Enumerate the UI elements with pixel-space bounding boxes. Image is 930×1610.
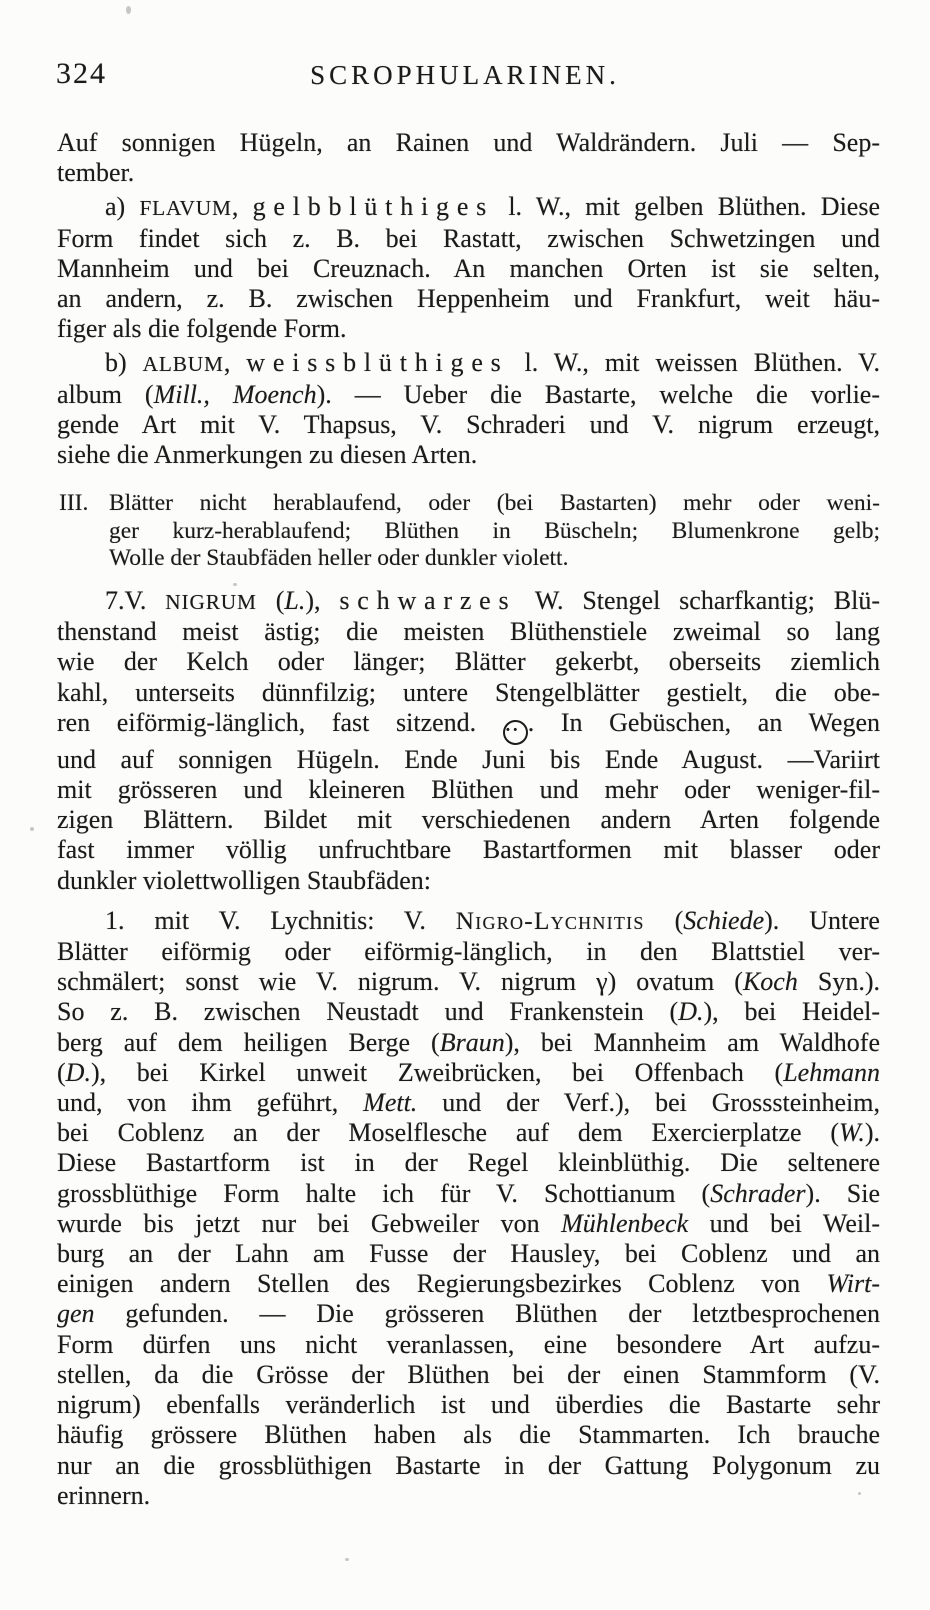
text-line (57, 775, 880, 805)
section-numeral: III. (59, 490, 89, 517)
text-segment: ), bei Heidel- (703, 997, 881, 1027)
text-segment: Nigro-Lychnitis (455, 907, 645, 935)
text-segment: , (223, 348, 247, 378)
text-segment: Diese Bastartform ist in der Regel kleinblüthig. Die seltenere (57, 1148, 880, 1178)
text-segment: ), bei Kirkel unweit Zweibrücken, bei Offenbach ( (90, 1057, 784, 1087)
text-line (57, 314, 880, 344)
text-segment: burg an der Lahn am Fusse der Hausley, bei Coblenz und an (57, 1239, 880, 1269)
text-segment: gefunden. — Die grösseren Blüthen der letztbesprochenen (94, 1299, 880, 1329)
text-segment: siehe die Anmerkungen zu diesen Arten. (57, 440, 478, 470)
paragraph (57, 906, 880, 1511)
text-segment: W. (839, 1118, 865, 1148)
paragraph (57, 192, 880, 344)
text-line (57, 348, 880, 379)
text-line (57, 158, 880, 188)
text-segment: häufig grössere Blüthen haben als die Stammarten. Ich brauche (57, 1420, 880, 1450)
text-line (57, 224, 880, 254)
text-segment: erinnern. (57, 1480, 151, 1510)
text-segment: Wolle der Staubfäden heller oder dunkler violett. (109, 545, 569, 572)
text-segment: nigrum) ebenfalls veränderlich ist und überdies die Bastarte sehr (57, 1390, 880, 1420)
text-segment: wurde bis jetzt nur bei Gebweiler von (57, 1208, 562, 1238)
text-line (57, 1058, 880, 1088)
text-segment: und auf sonnigen Hügeln. Ende Juni bis Ende August. —Variirt (57, 744, 880, 774)
text-segment: l. W., mit weissen Blüthen. V. (508, 348, 880, 378)
text-line (57, 1179, 880, 1209)
text-segment: ). Untere (764, 905, 880, 935)
text-line (57, 284, 880, 314)
text-line (57, 617, 880, 647)
paragraph (57, 586, 880, 896)
text-line (57, 906, 880, 937)
scan-speck (233, 583, 237, 586)
text-line (57, 937, 880, 967)
text-line (57, 192, 880, 223)
text-line (57, 1390, 880, 1420)
text-line (57, 1239, 880, 1269)
text-line (57, 1330, 880, 1360)
text-segment: L. (284, 586, 306, 616)
text-segment: stellen, da die Grösse der Blüthen bei der einen Stammform (V. (57, 1359, 880, 1389)
text-segment: Mühlenbeck (561, 1208, 689, 1238)
text-segment: Schiede (683, 905, 765, 935)
text-segment: ). Sie (805, 1178, 880, 1208)
text-segment: Mett. (363, 1088, 418, 1118)
text-segment: ), bei Mannheim am Waldhofe (504, 1027, 880, 1057)
text-segment: Form dürfen uns nicht veranlassen, eine besondere Art aufzu- (57, 1329, 880, 1359)
text-segment: weissblüthiges (246, 348, 509, 378)
text-segment: ). — Ueber die Bastarte, welche die vorlie- (316, 379, 880, 409)
text-line (57, 1451, 880, 1481)
text-segment: kahl, unterseits dünnfilzig; untere Stengelblätter gestielt, die obe- (57, 677, 880, 707)
text-segment: tember. (57, 158, 135, 188)
text-segment: So z. B. zwischen Neustadt und Frankenstein ( (57, 997, 679, 1027)
text-line (57, 1209, 880, 1239)
text-line (57, 678, 880, 708)
page-text-content (57, 128, 880, 1511)
text-line (57, 835, 880, 865)
text-segment: W. Stengel scharfkantig; Blü- (516, 586, 880, 616)
scan-speck (30, 827, 34, 831)
text-segment: FLAVUM (139, 196, 232, 221)
text-line (57, 708, 880, 745)
text-line (57, 805, 880, 835)
text-line (109, 518, 880, 546)
text-segment: Form findet sich z. B. bei Rastatt, zwischen Schwetzingen und (57, 223, 880, 253)
text-segment: mit grösseren und kleineren Blüthen und mehr oder weniger-fil- (57, 775, 880, 805)
running-header-title: SCROPHULARINEN. (310, 60, 620, 90)
biennial-plant-symbol-icon: ·· (503, 720, 528, 745)
text-segment: ALBUM (142, 352, 224, 377)
text-segment: gen (57, 1299, 95, 1329)
text-line (57, 1420, 880, 1450)
text-segment: Blätter nicht herablaufend, oder (bei Bastarten) mehr oder weni- (109, 490, 880, 517)
text-line (57, 997, 880, 1027)
text-segment: figer als die folgende Form. (57, 314, 347, 344)
text-segment: ( (256, 586, 285, 616)
text-line (57, 1481, 880, 1511)
text-segment: und, von ihm geführt, (57, 1088, 364, 1118)
scan-speck (126, 6, 131, 14)
text-segment: Auf sonnigen Hügeln, an Rainen und Waldrändern. Juli — Sep- (57, 128, 880, 157)
text-line (57, 380, 880, 410)
text-segment: NIGRUM (165, 590, 257, 615)
scan-speck (345, 1558, 349, 1561)
text-line (109, 545, 880, 573)
text-segment: Mannheim und bei Creuznach. An manchen Orten ist sie selten, (57, 253, 880, 283)
key-note-paragraph (57, 490, 880, 573)
text-line (57, 1360, 880, 1390)
text-line (57, 1118, 880, 1148)
text-segment: an andern, z. B. zwischen Heppenheim und Frankfurt, weit häu- (57, 284, 880, 314)
text-segment: schwarzes (339, 586, 517, 616)
text-segment: 7.V. (105, 586, 166, 616)
text-segment: ren eiförmig-länglich, fast sitzend. (57, 707, 503, 737)
text-segment: zigen Blättern. Bildet mit verschiedenen andern Arten folgende (57, 805, 880, 835)
text-segment: bei Coblenz an der Moselflesche auf dem Exercierplatze ( (57, 1118, 840, 1148)
text-segment: gende Art mit V. Thapsus, V. Schraderi und V. nigrum erzeugt, (57, 409, 880, 439)
text-segment: , (231, 192, 253, 222)
text-segment: Braun (439, 1027, 505, 1057)
text-segment: ( (57, 1057, 66, 1087)
text-segment: a) (105, 192, 140, 222)
text-line (57, 254, 880, 284)
text-segment: 1. mit V. Lychnitis: V. (105, 905, 456, 935)
text-line (57, 1148, 880, 1178)
text-segment: ( (644, 905, 684, 935)
paragraph (57, 348, 880, 470)
text-segment: einigen andern Stellen des Regierungsbezirkes Coblenz von (57, 1269, 827, 1299)
text-line (57, 866, 880, 896)
text-segment: grossblüthige Form halte ich für V. Schottianum ( (57, 1178, 711, 1208)
text-segment: und der Verf.), bei Grosssteinheim, (417, 1088, 881, 1118)
text-segment: l. W., mit gelben Blüthen. Diese (494, 192, 880, 222)
text-segment: D. (65, 1057, 91, 1087)
paragraph (57, 128, 880, 188)
text-segment: Koch (742, 967, 798, 997)
text-segment: nur an die grossblüthigen Bastarte in der Gattung Polygonum zu (57, 1450, 880, 1480)
text-line (57, 967, 880, 997)
text-line (57, 745, 880, 775)
text-segment: fast immer völlig unfruchtbare Bastartformen mit blasser oder (57, 835, 880, 865)
text-segment: D. (678, 997, 704, 1027)
text-segment: Blätter eiförmig oder eiförmig-länglich, in den Blattstiel ver- (57, 937, 880, 967)
text-line (57, 1269, 880, 1299)
text-segment: Schrader (710, 1178, 806, 1208)
text-segment: schmälert; sonst wie V. nigrum. V. nigrum γ) ovatum ( (57, 967, 743, 997)
text-segment: ). (864, 1118, 880, 1148)
text-segment: und bei Weil- (688, 1208, 880, 1238)
scan-speck (858, 1492, 861, 1495)
text-segment: Syn.). (797, 967, 880, 997)
text-segment: dunkler violettwolligen Staubfäden: (57, 865, 432, 895)
text-line (57, 410, 880, 440)
text-segment: Lehmann (783, 1057, 880, 1087)
text-segment: ), (305, 586, 340, 616)
text-segment: album ( (57, 379, 154, 409)
text-segment: berg auf dem heiligen Berge ( (57, 1027, 440, 1057)
text-line (57, 1088, 880, 1118)
text-line (109, 490, 880, 518)
text-line (57, 440, 880, 470)
text-line (57, 1028, 880, 1058)
text-segment: thenstand meist ästig; die meisten Blüthenstiele zweimal so lang (57, 617, 880, 647)
text-segment: wie der Kelch oder länger; Blätter gekerbt, oberseits ziemlich (57, 647, 880, 677)
text-line (57, 586, 880, 617)
text-line (57, 128, 880, 158)
text-segment: ger kurz-herablaufend; Blüthen in Büscheln; Blumenkrone gelb; (109, 517, 880, 544)
text-line (57, 1299, 880, 1329)
text-segment: Wirt- (826, 1269, 880, 1299)
text-line (57, 647, 880, 677)
page-number: 324 (56, 57, 107, 90)
text-segment: gelbblüthiges (252, 192, 495, 222)
text-segment: Mill., Moench (153, 379, 317, 409)
text-segment: b) (105, 348, 143, 378)
text-segment: . In Gebüschen, an Wegen (527, 707, 880, 737)
